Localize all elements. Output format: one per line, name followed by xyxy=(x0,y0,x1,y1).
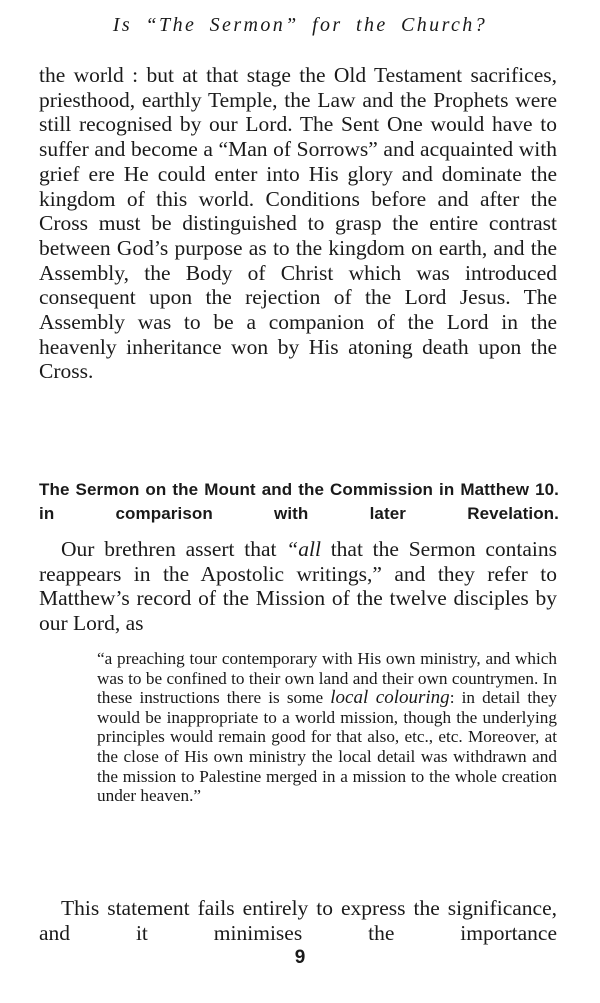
section-heading: The Sermon on the Mount and the Commission in Matthew 10. in comparison with later Revelation. xyxy=(39,480,559,523)
page-number: 9 xyxy=(294,947,306,968)
quotation-lead: “a preaching tour contemporary with His own ministry, and which was to be confined to their own land and their own countrymen. In these instructions there is some xyxy=(97,649,557,708)
block-quotation xyxy=(97,649,557,806)
paragraph-1: the world : but at that stage the Old Testament sacrifices, priesthood, earthly Temple, the Law and the Prophets were still recognised by our Lord. The Sent One would have to suffer and become a “Man of Sorrows” and acquainted with grief ere He could enter into His glory and dominate the kingdom of this world. Conditions before and after the Cross must be distinguished to grasp the entire contrast between God’s purpose as to the kingdom on earth, and the Assembly, the Body of Christ which was introduced consequent upon the rejection of the Lord Jesus. The Assembly was to be a companion of the Lord in the heavenly inheritance won by His atoning death upon the Cross. xyxy=(39,63,557,384)
quotation-rest: : in detail they would be inappropriate to a world mission, though the underlying principles would remain good for that also, etc., etc. Moreover, at the close of His own ministry the local detail was withdrawn and the mission to Palestine merged in a mission to the whole creation under heaven.” xyxy=(97,688,557,806)
paragraph-2 xyxy=(39,537,557,636)
quotation-emphasis: local colouring xyxy=(330,687,450,709)
paragraph-2-lead: Our brethren assert that xyxy=(61,537,287,561)
paragraph-2-rest: that the Sermon contains reappears in the Apostolic writings,” and they refer to Matthew’s record of the Mission of the twelve disciples by our Lord, as xyxy=(39,537,557,636)
paragraph-3 xyxy=(39,896,557,945)
running-head: Is “The Sermon” for the Church? xyxy=(112,14,488,36)
paragraph-2-emphasis: “all xyxy=(286,537,321,561)
paragraph-3-text: This statement fails entirely to express the significance, and it minimises the importance xyxy=(39,896,557,945)
